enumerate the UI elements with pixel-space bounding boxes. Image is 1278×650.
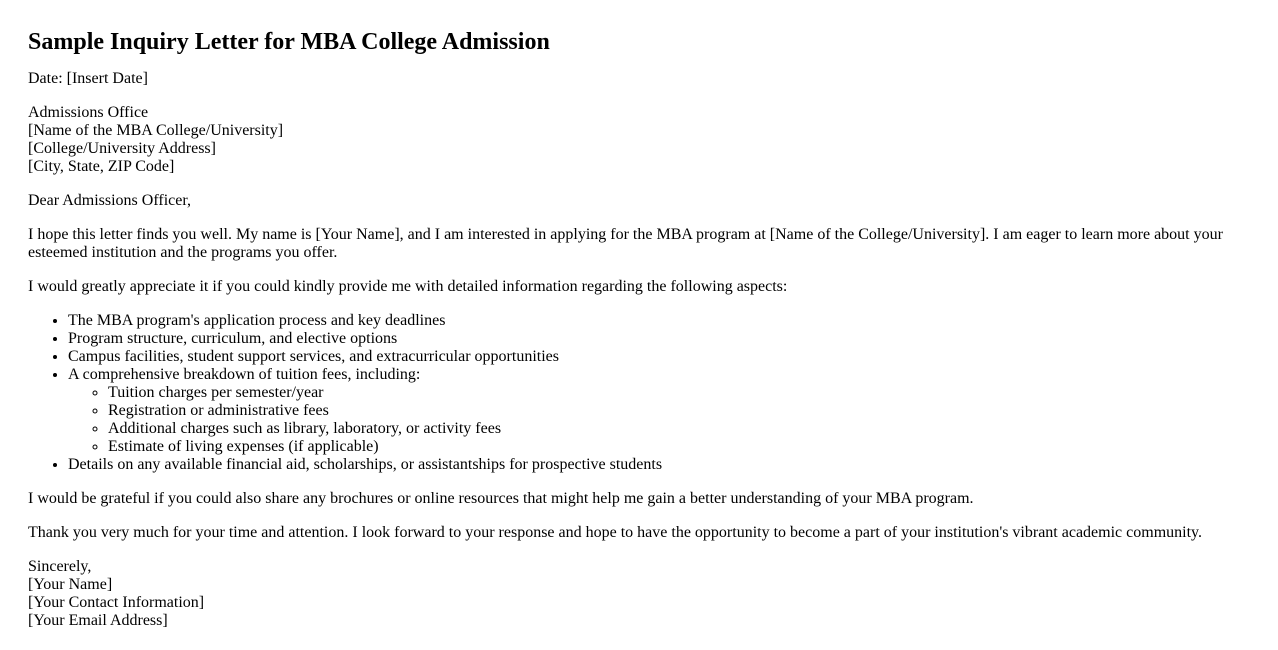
address-line: Admissions Office (28, 104, 149, 121)
list-item (68, 348, 1250, 366)
list-item-text: Details on any available financial aid, scholarships, or assistantships for prospective students (68, 456, 663, 473)
signature-line: [Your Contact Information] (28, 594, 205, 611)
list-item-text: A comprehensive breakdown of tuition fees, including: (68, 366, 421, 383)
intro-paragraph: I hope this letter finds you well. My name is [Your Name], and I am interested in applying for the MBA program at [Name of the College/University]. I am eager to learn more about your esteemed institution and the programs you offer. (28, 226, 1223, 261)
request-paragraph: I would greatly appreciate it if you could kindly provide me with detailed information regarding the following aspects: (28, 278, 788, 295)
list-item-text: Program structure, curriculum, and elective options (68, 330, 398, 347)
list-item-text: Campus facilities, student support services, and extracurricular opportunities (68, 348, 559, 365)
salutation: Dear Admissions Officer, (28, 192, 192, 209)
inquiry-list (28, 312, 1250, 474)
letter-date: Date: [Insert Date] (28, 70, 148, 87)
sublist-item: ◦ Additional charges such as library, laboratory, or activity fees (108, 420, 1250, 438)
signature-line: [Your Name] (28, 576, 113, 593)
thanks-paragraph: Thank you very much for your time and attention. I look forward to your response and hope to have the opportunity to become a part of your institution's vibrant academic community. (28, 524, 1202, 541)
sublist-item: ◦ Tuition charges per semester/year (108, 384, 1250, 402)
list-item (68, 330, 1250, 348)
recipient-address (28, 104, 1250, 176)
signature-block (28, 558, 1250, 630)
brochures-paragraph: I would be grateful if you could also share any brochures or online resources that might help me gain a better understanding of your MBA program. (28, 490, 974, 507)
address-line: [College/University Address] (28, 140, 216, 157)
signature-line: Sincerely, (28, 558, 92, 575)
list-item (68, 312, 1250, 330)
sublist-item: ◦ Estimate of living expenses (if applicable) (108, 438, 1250, 456)
list-item (68, 456, 1250, 474)
list-item (68, 366, 1250, 456)
address-line: [Name of the MBA College/University] (28, 122, 284, 139)
address-line: [City, State, ZIP Code] (28, 158, 175, 175)
page-title: Sample Inquiry Letter for MBA College Admission (28, 29, 550, 55)
signature-line: [Your Email Address] (28, 612, 168, 629)
fee-sublist (68, 384, 1250, 456)
sublist-item: ◦ Registration or administrative fees (108, 402, 1250, 420)
list-item-text: The MBA program's application process and key deadlines (68, 312, 446, 329)
